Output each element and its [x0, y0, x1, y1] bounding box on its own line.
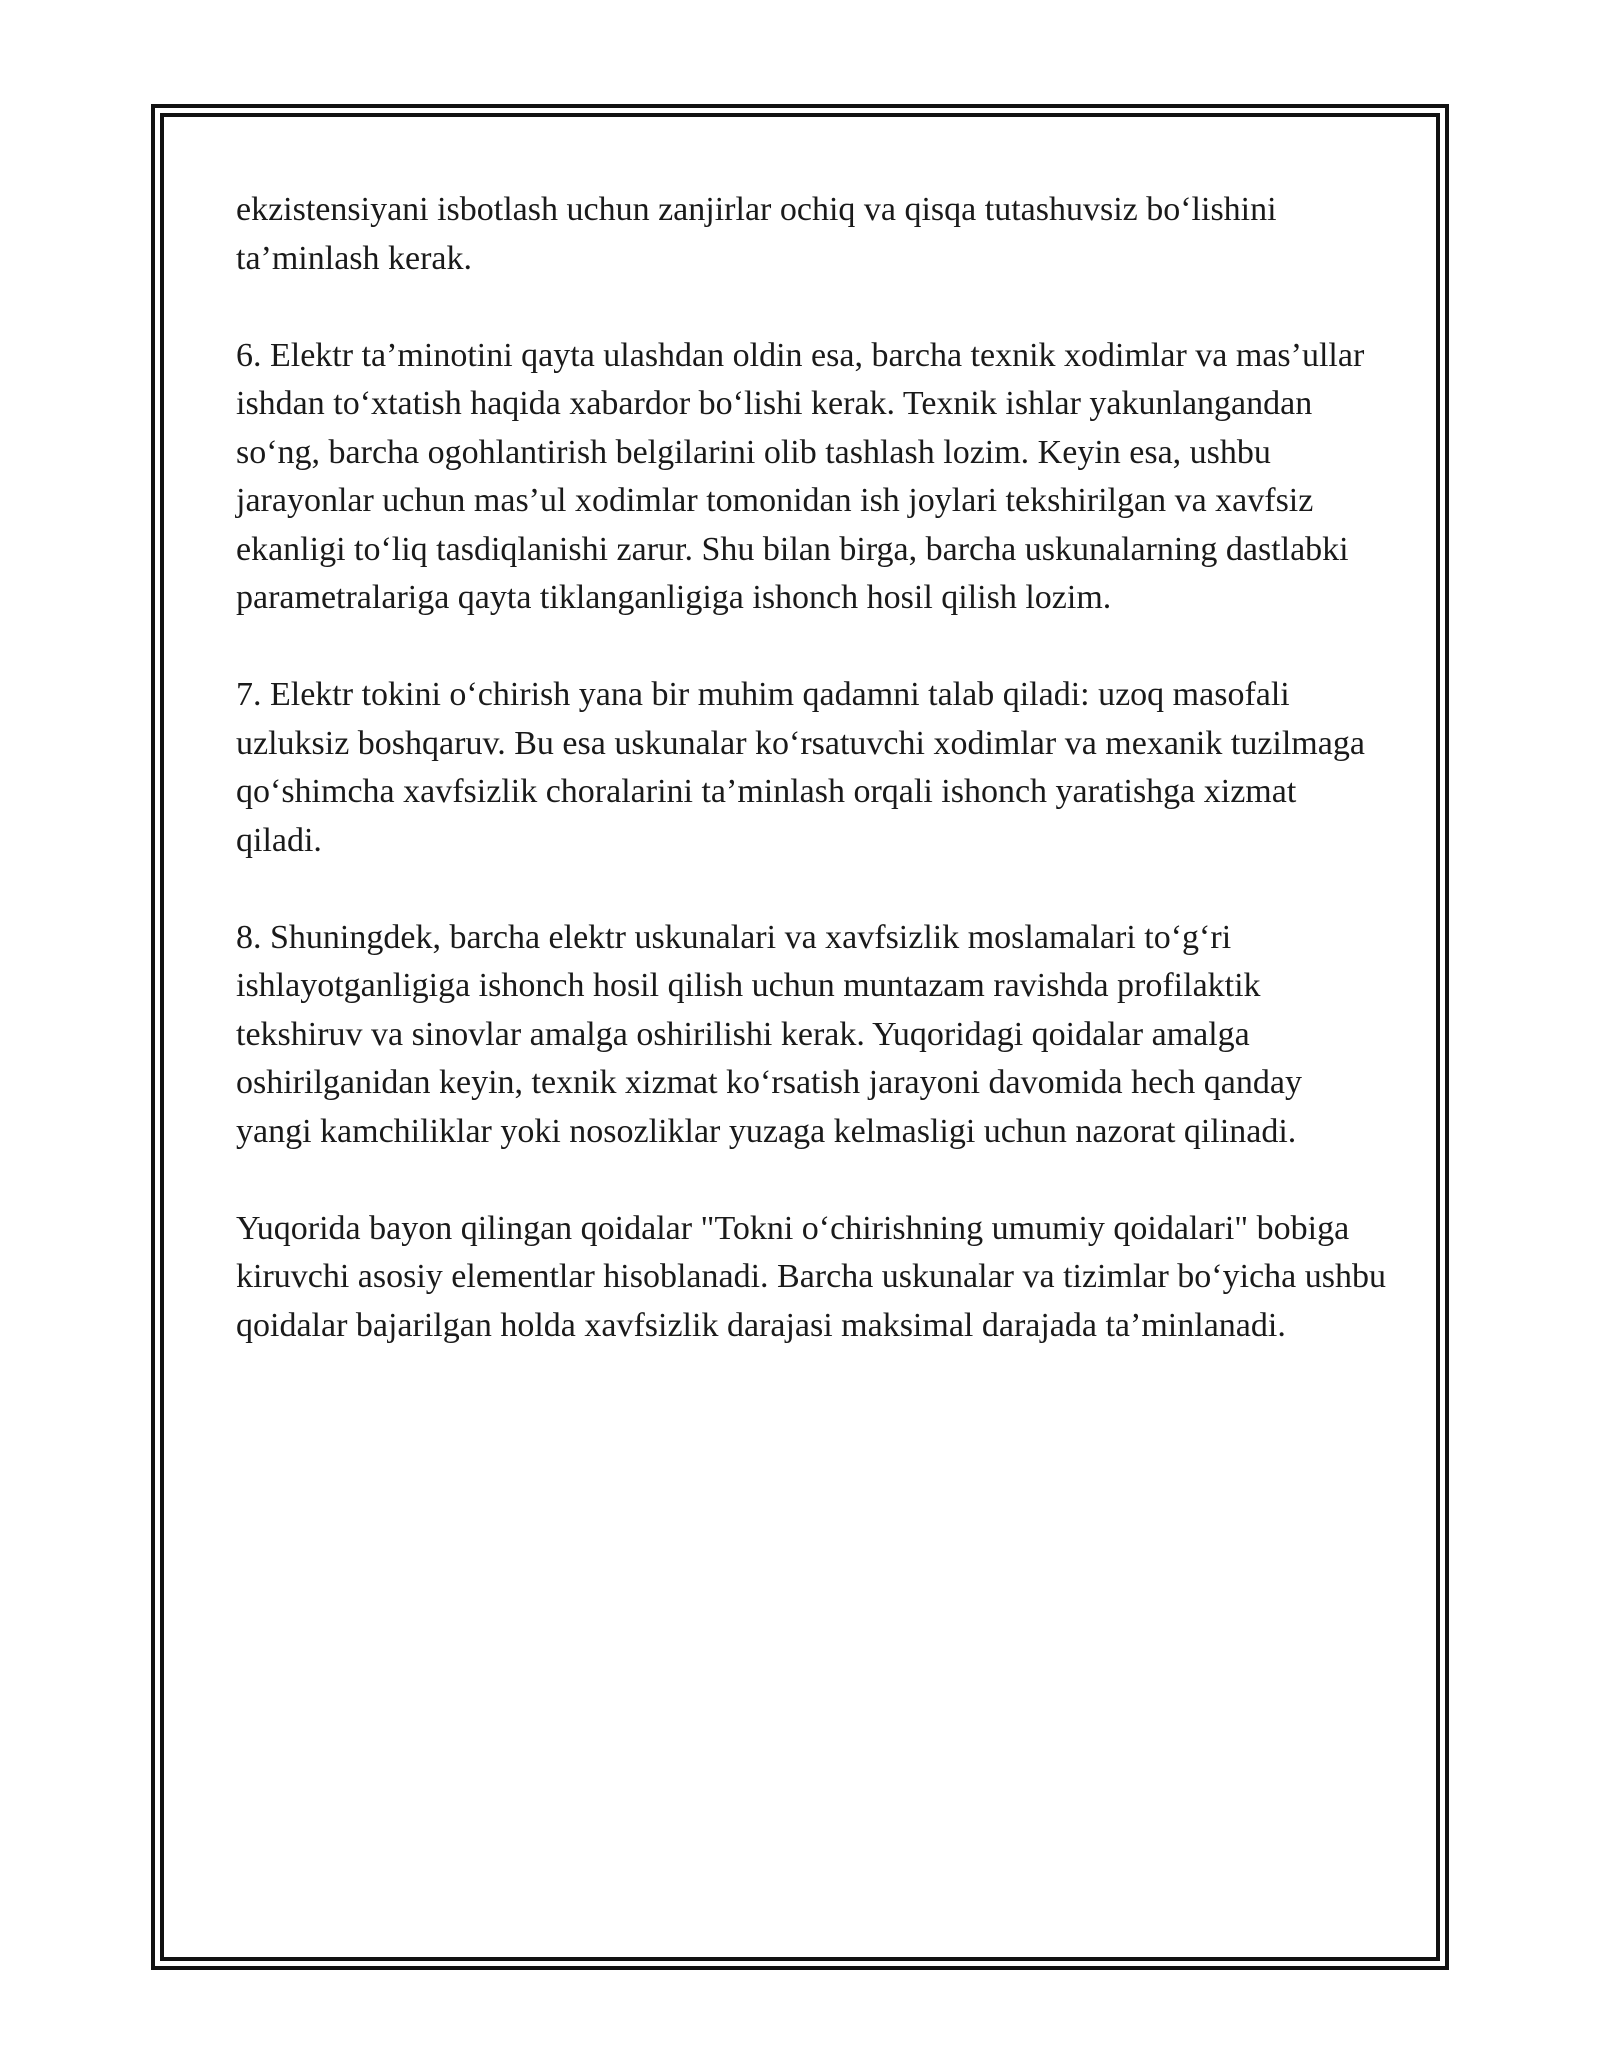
paragraph-item-6: 6. Elektr ta’minotini qayta ulashdan oldin esa, barcha texnik xodimlar va mas’ullar ishdan to‘xtatish haqida xabardor bo‘lishi kerak. Texnik ishlar yakunlangandan so‘ng, barcha ogohlantirish belgilarini olib tashlash lozim. Keyin esa, ushbu jarayonlar uchun mas’ul xodimlar tomonidan ish joylari tekshirilgan va xavfsiz ekanligi to‘liq tasdiqlanishi zarur. Shu bilan birga, barcha uskunalarning dastlabki parametralariga qayta tiklanganligiga ishonch hosil qilish lozim.	[236, 336, 1365, 616]
document-body	[236, 186, 1386, 1399]
paragraph-item-8: 8. Shuningdek, barcha elektr uskunalari va xavfsizlik moslamalari to‘g‘ri ishlayotganligiga ishonch hosil qilish uchun muntazam ravishda profilaktik tekshiruv va sinovlar amalga oshirilishi kerak. Yuqoridagi qoidalar amalga oshirilganidan keyin, texnik xizmat ko‘rsatish jarayoni davomida hech qanday yangi kamchiliklar yoki nosozliklar yuzaga kelmasligi uchun nazorat qilinadi.	[236, 918, 1302, 1150]
paragraph-summary: Yuqorida bayon qilingan qoidalar "Tokni o‘chirishning umumiy qoidalari" bobiga kiruvchi asosiy elementlar hisoblanadi. Barcha uskunalar va tizimlar bo‘yicha ushbu qoidalar bajarilgan holda xavfsizlik darajasi maksimal darajada ta’minlanadi.	[236, 1209, 1386, 1344]
paragraph-continuation: ekzistensiyani isbotlash uchun zanjirlar ochiq va qisqa tutashuvsiz bo‘lishini ta’minlash kerak.	[236, 191, 1277, 277]
paragraph-item-7: 7. Elektr tokini o‘chirish yana bir muhim qadamni talab qiladi: uzoq masofali uzluksiz boshqaruv. Bu esa uskunalar ko‘rsatuvchi xodimlar va mexanik tuzilmaga qo‘shimcha xavfsizlik choralarini ta’minlash orqali ishonch yaratishga xizmat qiladi.	[236, 676, 1365, 859]
